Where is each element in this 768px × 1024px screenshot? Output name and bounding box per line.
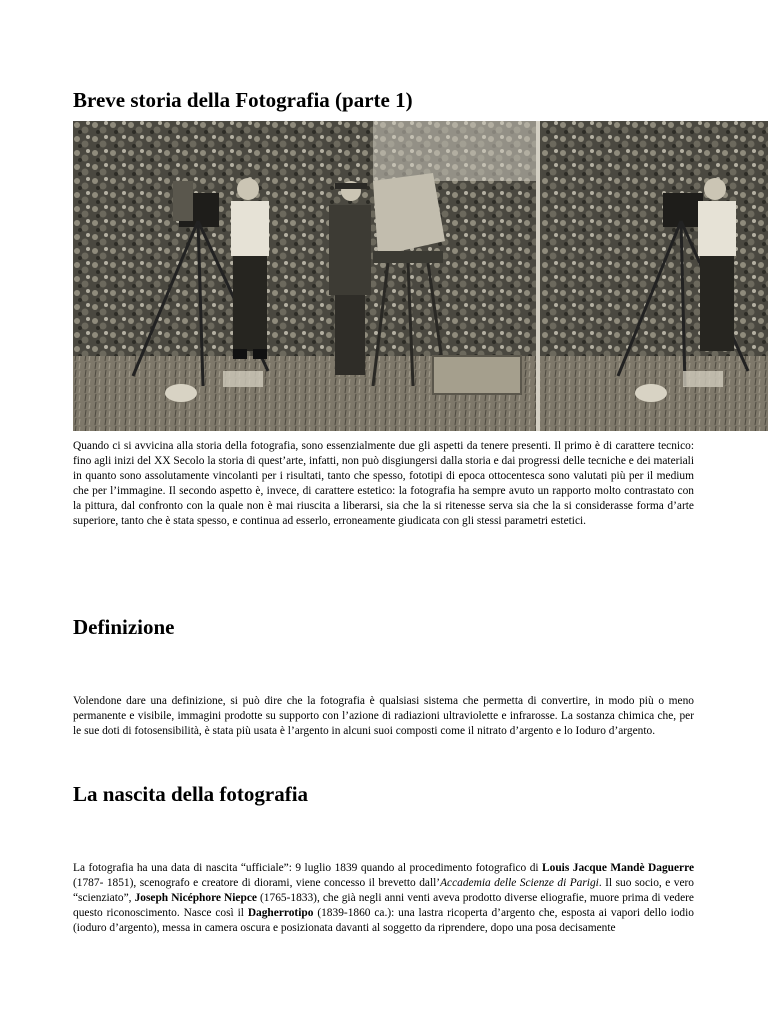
heading-definizione: Definizione [73,615,175,639]
text-run: . Il suo socio, e vero “scienziato”, [73,877,694,904]
photographer-figure [231,178,269,359]
straw-hat [165,384,197,402]
intro-paragraph: Quando ci si avvicina alla storia della fotografia, sono essenzialmente due gli aspetti da tenere presenti. Il primo è di carattere tecnico: fino agli inizi del XX Secolo la storia di quest’arte, infatti, non può disgiungersi dalla storia e dai progressi delle tecniche e dei materiali in quanto sono assolutamente vincolanti per i risultati, tanto che spesso, fototipi di epoca ottocentesca sono valutati più per il medium che per l’immagine. Il secondo aspetto è, invece, di carattere estetico: la fotografia ha sempre avuto un rapporto molto contrastato con la pittura, dal confronto con la quale non è mai riuscita a liberarsi, sia che la si ritenesse serva sia che la si considerasse forma d’arte superiore, tanto che è stata spesso, e continua ad esserlo, erroneamente giudicata con gli stessi parametri estetici. [73,440,694,527]
name-niepce: Joseph Nicéphore Niepce [134,892,257,904]
term-dagherrotipo: Dagherrotipo [247,907,314,919]
young-man-figure [329,181,371,375]
name-daguerre: Louis Jacque Mandè Daguerre [542,862,694,874]
stereo-photograph [73,121,768,431]
stereo-left-frame [73,121,536,431]
text-run: La fotografia ha una data di nascita “ufficiale”: 9 luglio 1839 quando al procedimento fotografico di [73,862,543,874]
nascita-paragraph [73,861,694,936]
basket [433,356,521,394]
text-run: (1839-1860 ca.): una lastra ricoperta d’argento che, esposta ai vapori dello iodio (ioduro d’argento), messa in camera oscura e posizionata davanti al soggetto da riprendere, dopo una posa decisamente [73,907,694,934]
text-run: (1787- 1851), scenografo e creatore di diorami, viene concesso il brevetto dall’ [73,877,441,889]
stereo-right-frame [540,121,768,431]
text-run: (1765-1833), che già negli anni venti aveva prodotto diverse eliografie, muore prima di vedere questo riconoscimento. Nasce così il [73,892,694,919]
page-title: Breve storia della Fotografia (parte 1) [73,88,413,112]
heading-nascita: La nascita della fotografia [73,782,309,806]
photo-illustration [73,121,768,431]
accademia-name: Accademia delle Scienze di Parigi [440,877,599,889]
definizione-paragraph: Volendone dare una definizione, si può dire che la fotografia è qualsiasi sistema che permetta di convertire, in modo più o meno permanente e visibile, immagini prodotte su supporto con l’azione di radiazioni ultraviolette e infrarosse. La sostanza chimica che, per le sue doti di fotosensibilità, è stata più usata è l’argento in alcuni suoi composti come il nitrato d’argento e lo Ioduro d’argento. [73,695,694,737]
